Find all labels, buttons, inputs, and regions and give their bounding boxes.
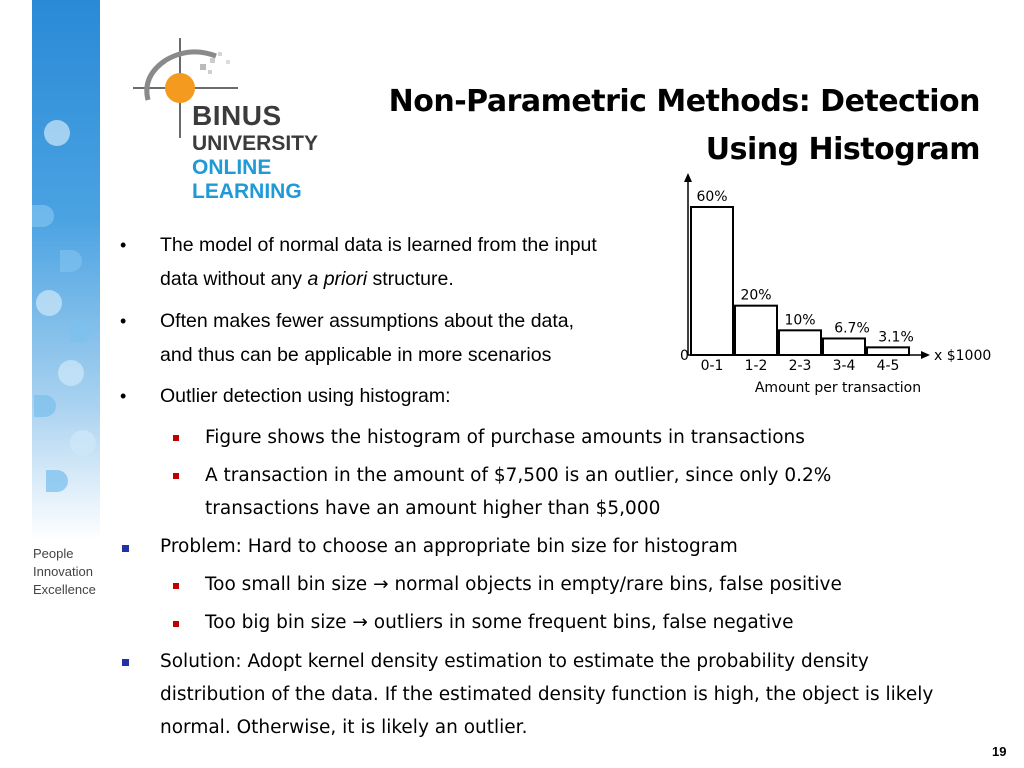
sub-bullet-small-bin: Too small bin size → normal objects in empty/rare bins, false positive bbox=[205, 574, 842, 595]
blue-square-bullet bbox=[122, 659, 129, 666]
bullet-assumptions bbox=[160, 304, 574, 372]
sub-bullet-figure: Figure shows the histogram of purchase amounts in transactions bbox=[205, 427, 805, 448]
blue-square-bullet bbox=[122, 545, 129, 552]
x-unit-label: x $1000 bbox=[934, 348, 992, 364]
bullet-solution-line2: distribution of the data. If the estimated density function is high, the object is likely bbox=[160, 684, 934, 705]
tagline-innovation: Innovation bbox=[33, 564, 93, 579]
x-axis-arrow-icon bbox=[921, 351, 930, 359]
sub-bullet-transaction-line1: A transaction in the amount of $7,500 is an outlier, since only 0.2% bbox=[205, 465, 832, 486]
page-number: 19 bbox=[992, 744, 1007, 759]
red-square-bullet bbox=[173, 583, 179, 589]
red-square-bullet bbox=[173, 621, 179, 627]
a-priori-italic: a priori bbox=[307, 268, 368, 290]
bar-value-label: 6.7% bbox=[834, 320, 870, 337]
x-tick-label: 3-4 bbox=[832, 358, 856, 374]
side-decoration bbox=[0, 0, 100, 540]
histogram-bar-1-2 bbox=[735, 306, 777, 355]
slide-title-line1: Non-Parametric Methods: Detection bbox=[388, 84, 980, 119]
tagline-people: People bbox=[33, 546, 74, 561]
bullet-model bbox=[160, 228, 597, 296]
sub-bullet-transaction-line2: transactions have an amount higher than $5,000 bbox=[205, 498, 661, 519]
bar-value-label: 20% bbox=[740, 287, 772, 304]
histogram-chart bbox=[668, 170, 1013, 402]
slide-title-line2: Using Histogram bbox=[705, 132, 980, 167]
sub-bullet-transaction bbox=[205, 459, 831, 525]
logo-text-online: ONLINE bbox=[192, 156, 272, 179]
sub-bullet-big-bin: Too big bin size → outliers in some frequent bins, false negative bbox=[205, 612, 794, 633]
x-tick-label: 0-1 bbox=[700, 358, 724, 374]
bar-value-label: 60% bbox=[696, 189, 728, 205]
origin-label: 0 bbox=[680, 348, 689, 364]
slide-title bbox=[360, 78, 980, 174]
bullet-dot: • bbox=[120, 386, 127, 406]
histogram-bar-0-1 bbox=[691, 207, 733, 355]
red-square-bullet bbox=[173, 435, 179, 441]
histogram-bar-4-5 bbox=[867, 347, 909, 355]
x-tick-label: 4-5 bbox=[876, 358, 900, 374]
histogram-bar-2-3 bbox=[779, 330, 821, 355]
binus-logo bbox=[128, 30, 328, 220]
x-tick-label: 2-3 bbox=[788, 358, 812, 374]
tagline bbox=[33, 545, 96, 599]
bullet-solution bbox=[160, 645, 1000, 744]
logo-text-university: UNIVERSITY bbox=[192, 132, 319, 155]
x-tick-label: 1-2 bbox=[744, 358, 768, 374]
bar-value-label: 3.1% bbox=[878, 329, 914, 346]
tagline-excellence: Excellence bbox=[33, 582, 96, 597]
bullet-dot: • bbox=[120, 311, 127, 331]
bullet-outlier-detection: Outlier detection using histogram: bbox=[160, 385, 451, 407]
y-axis-arrow-icon bbox=[684, 173, 692, 182]
red-square-bullet bbox=[173, 473, 179, 479]
bullet-dot: • bbox=[120, 235, 127, 255]
histogram-bar-3-4 bbox=[823, 338, 865, 355]
bullet-model-line1: The model of normal data is learned from the input bbox=[160, 234, 597, 256]
bar-value-label: 10% bbox=[784, 312, 816, 329]
bullet-solution-line1: Solution: Adopt kernel density estimation to estimate the probability density bbox=[160, 651, 869, 672]
bullet-assumptions-line1: Often makes fewer assumptions about the data, bbox=[160, 310, 575, 332]
x-axis-title: Amount per transaction bbox=[754, 380, 922, 396]
logo-text-learning: LEARNING bbox=[192, 180, 302, 203]
bullet-solution-line3: normal. Otherwise, it is likely an outlier. bbox=[160, 717, 528, 738]
bullet-problem: Problem: Hard to choose an appropriate bin size for histogram bbox=[160, 536, 738, 557]
bullet-assumptions-line2: and thus can be applicable in more scenarios bbox=[160, 344, 552, 366]
logo-text-binus: BINUS bbox=[192, 100, 282, 131]
bullet-model-line2: data without any a priori structure. bbox=[160, 268, 454, 290]
